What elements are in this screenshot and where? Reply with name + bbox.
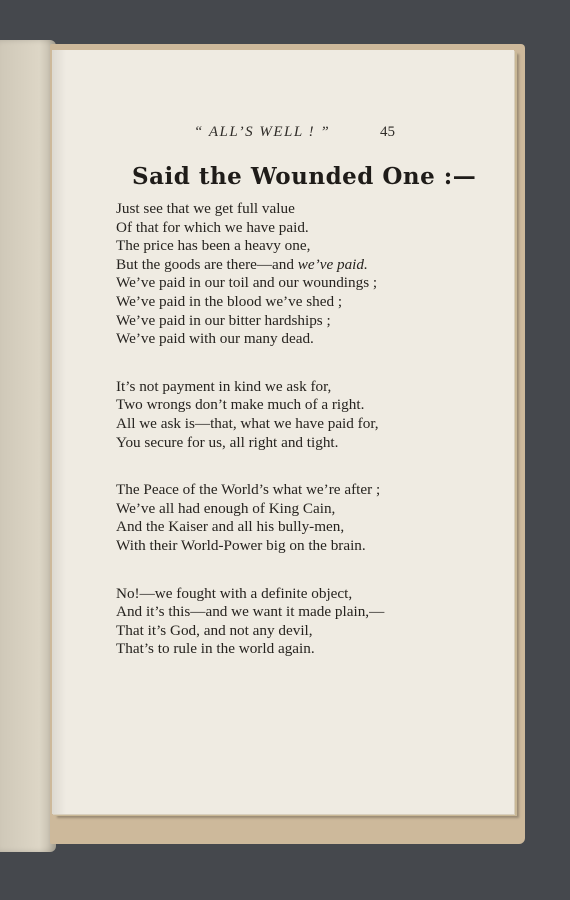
poem-line: That’s to rule in the world again.: [116, 640, 315, 658]
stanza-1: [116, 200, 496, 349]
poem-line: The price has been a heavy one,: [116, 237, 311, 255]
poem-line: We’ve all had enough of King Cain,: [116, 499, 336, 517]
running-title: “ ALL’S WELL ! ”: [194, 124, 331, 140]
poem-line: Two wrongs don’t make much of a right.: [116, 396, 365, 414]
facing-page-edge: [0, 40, 56, 852]
poem-line: And it’s this—and we want it made plain,—: [116, 603, 385, 621]
stanza-4: [116, 585, 496, 659]
stanza-2: [116, 378, 496, 452]
poem-title: Said the Wounded One :—: [132, 163, 477, 190]
poem-line: With their World-Power big on the brain.: [116, 536, 366, 554]
poem-line: It’s not payment in kind we ask for,: [116, 377, 332, 395]
poem-body: [116, 200, 496, 688]
poem-line: All we ask is—that, what we have paid for,: [116, 414, 379, 432]
poem-line: [116, 256, 496, 275]
poem-line: No!—we fought with a definite object,: [116, 584, 353, 602]
poem-line: And the Kaiser and all his bully-men,: [116, 518, 345, 536]
book-page: [52, 50, 514, 814]
stanza-3: [116, 481, 496, 555]
poem-line: The Peace of the World’s what we’re after ;: [116, 481, 381, 499]
poem-line: You secure for us, all right and tight.: [116, 433, 339, 451]
poem-line: We’ve paid in the blood we’ve shed ;: [116, 292, 343, 310]
poem-line: That it’s God, and not any devil,: [116, 621, 313, 639]
poem-line-text: But the goods are there—and: [116, 255, 298, 273]
poem-line: We’ve paid in our toil and our woundings ;: [116, 274, 378, 292]
poem-line: We’ve paid with our many dead.: [116, 330, 314, 348]
poem-line: We’ve paid in our bitter hardships ;: [116, 311, 331, 329]
poem-line-italic: we’ve paid.: [297, 255, 368, 273]
poem-line: Of that for which we have paid.: [116, 218, 309, 236]
poem-line: Just see that we get full value: [116, 200, 295, 217]
page-number: 45: [380, 124, 395, 140]
